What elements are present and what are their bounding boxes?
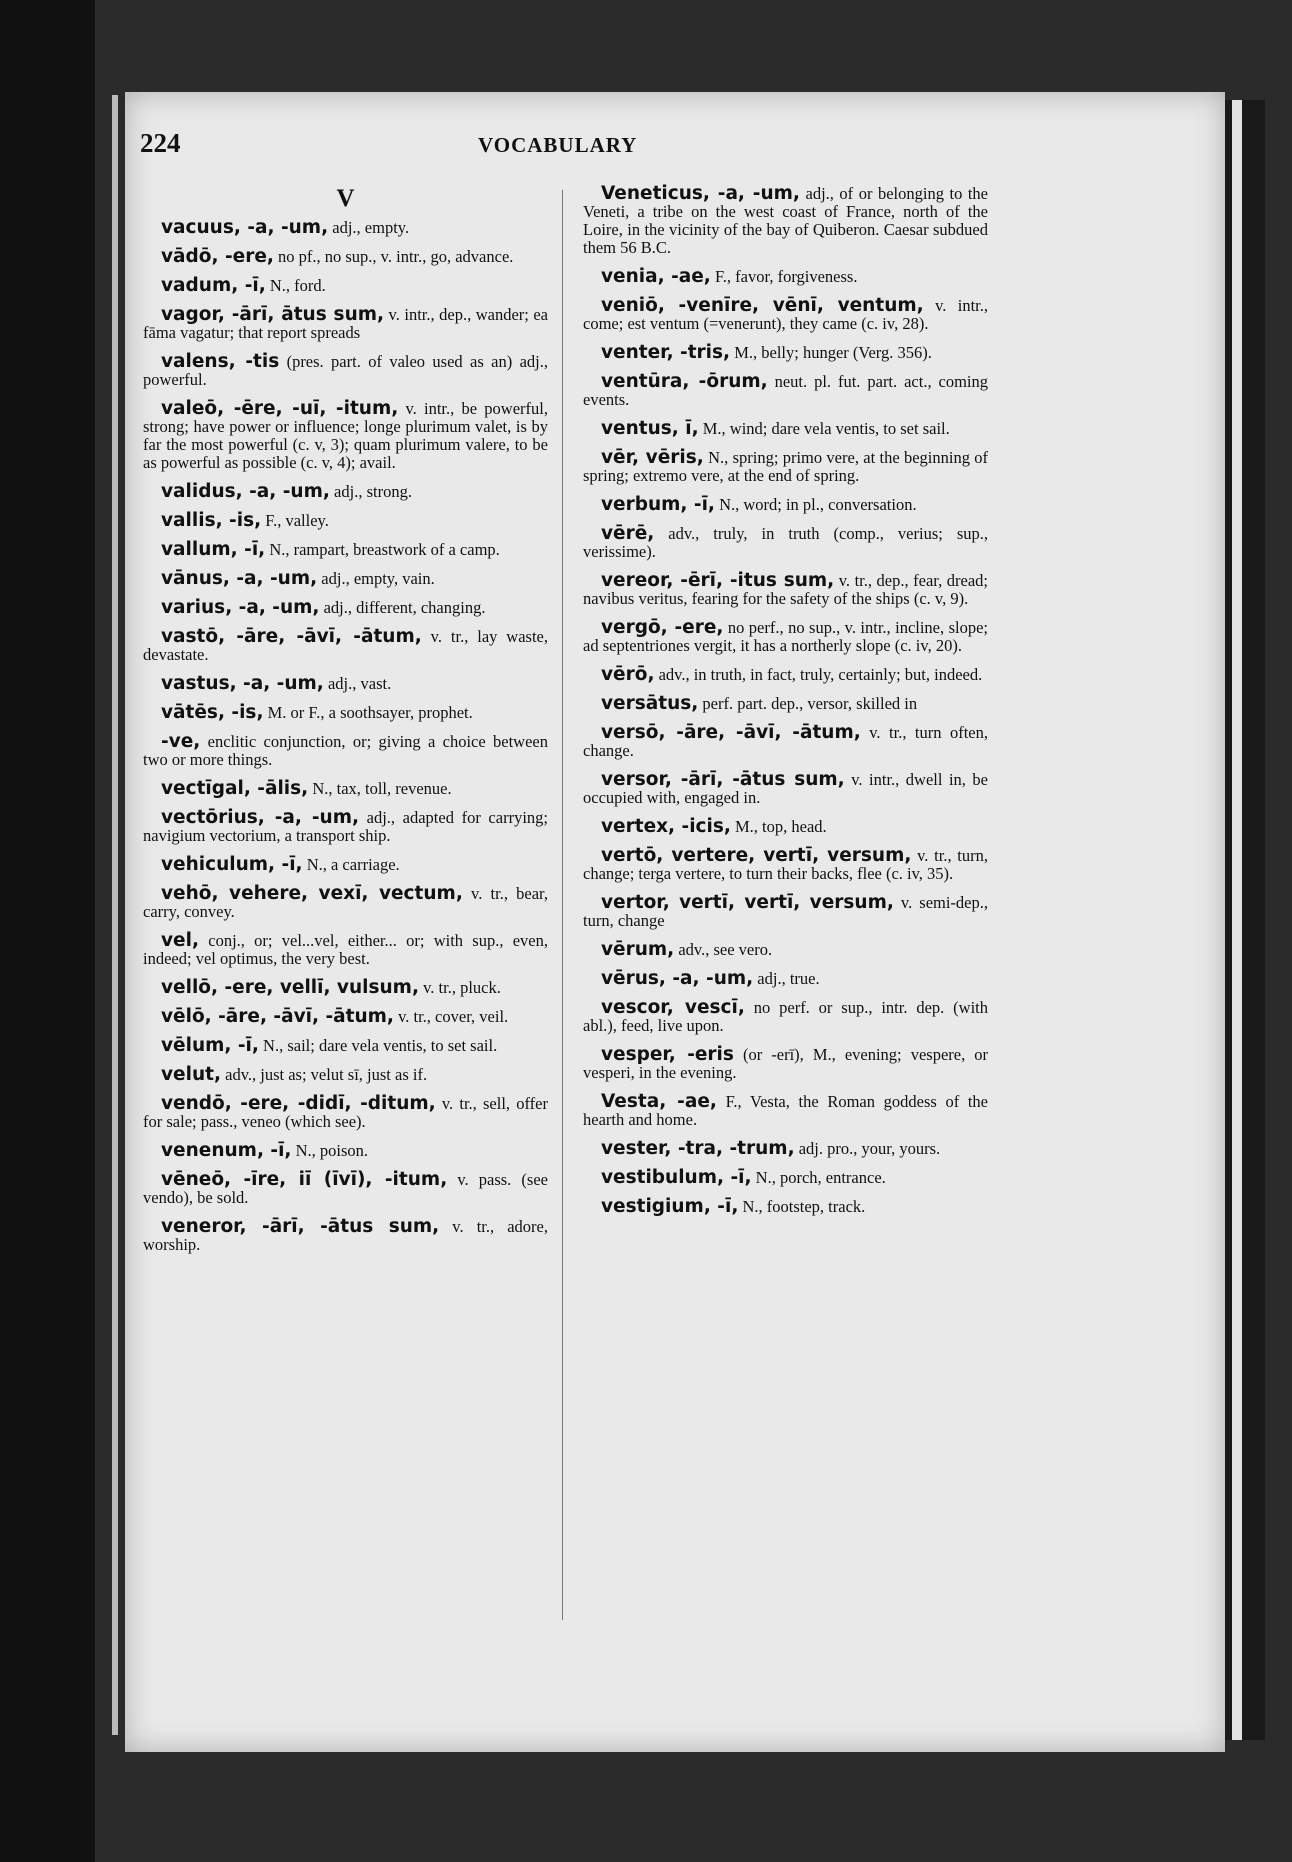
headword: vendō, -ere, -didī, -ditum, <box>161 1093 436 1114</box>
headword: vacuus, -a, -um, <box>161 217 329 238</box>
headword: verbum, -ī, <box>601 494 715 515</box>
vocabulary-entry <box>143 1008 548 1026</box>
definition: v. tr., bear, carry, convey. <box>143 884 548 921</box>
definition: no perf., no sup., v. intr., incline, slope; ad septentriones vergit, it has a northerly slope (c. iv, 20). <box>583 618 988 655</box>
headword: vērō, <box>601 664 655 685</box>
definition: adj., adapted for carrying; navigium vectorium, a transport ship. <box>143 808 548 845</box>
headword: vēr, vēris, <box>601 447 704 468</box>
vocabulary-entry <box>143 248 548 266</box>
headword: vallis, -is, <box>161 510 262 531</box>
headword: vectōrius, -a, -um, <box>161 807 360 828</box>
vocabulary-entry <box>583 268 988 286</box>
vocabulary-entry <box>143 733 548 769</box>
definition: adv., in truth, in fact, truly, certainly; but, indeed. <box>654 665 983 684</box>
headword: valens, -tis <box>161 351 280 372</box>
definition: N., poison. <box>291 1141 369 1160</box>
headword: vādō, -ere, <box>161 246 274 267</box>
vocabulary-entry <box>583 695 988 713</box>
definition: N., tax, toll, revenue. <box>308 779 452 798</box>
vocabulary-entry <box>583 941 988 959</box>
definition: v. semi-dep., turn, change <box>583 893 989 930</box>
vocabulary-entry <box>143 1171 548 1207</box>
definition: v. tr., dep., fear, dread; navibus veritus, fearing for the safety of the ships (c. v, 9). <box>583 571 988 608</box>
definition: adj., empty, vain. <box>317 569 435 588</box>
headword: venter, -tris, <box>601 342 731 363</box>
definition: adj., of or belonging to the Veneti, a tribe on the west coast of France, north of the Loire, in the vicinity of the bay of Quiberon. Caesar subdued them 56 B.C. <box>583 184 989 257</box>
headword: vertex, -icis, <box>601 816 731 837</box>
vocabulary-entry <box>583 1046 988 1082</box>
headword: -ve, <box>161 731 201 752</box>
vocabulary-entry <box>143 541 548 559</box>
headword: vastus, -a, -um, <box>161 673 324 694</box>
vocabulary-entry <box>583 496 988 514</box>
headword: versō, -āre, -āvī, -ātum, <box>601 722 861 743</box>
vocabulary-entry <box>583 297 988 333</box>
vocabulary-entry <box>583 970 988 988</box>
vocabulary-entry <box>583 1093 988 1129</box>
vocabulary-entry <box>143 856 548 874</box>
headword: vectīgal, -ālis, <box>161 778 309 799</box>
definition: v. tr., turn often, change. <box>583 723 989 760</box>
definition: v. tr., cover, veil. <box>393 1007 509 1026</box>
headword: vel, <box>161 930 199 951</box>
vocabulary-entry <box>583 847 988 883</box>
vocabulary-entry <box>143 979 548 997</box>
definition: v. intr., be powerful, strong; have power or influence; longe plurimum valet, is by far the most powerful (c. v, 3); quam plurimum valere, to be as powerful as possible (c. v, 4); avail. <box>143 399 548 472</box>
vocabulary-entry <box>583 894 988 930</box>
headword: vestibulum, -ī, <box>601 1167 752 1188</box>
definition: adj., true. <box>753 969 820 988</box>
vocabulary-entry <box>143 1218 548 1254</box>
vocabulary-entry <box>583 1198 988 1216</box>
headword: Veneticus, -a, -um, <box>601 183 800 204</box>
definition: N., spring; primo vere, at the beginning of spring; extremo vere, at the end of spring. <box>583 448 988 485</box>
headword: vester, -tra, -trum, <box>601 1138 795 1159</box>
definition: adj., vast. <box>323 674 392 693</box>
definition: v. tr., lay waste, devastate. <box>143 627 548 664</box>
vocabulary-entry <box>583 185 988 257</box>
vocabulary-entry <box>143 306 548 342</box>
definition: enclitic conjunction, or; giving a choice between two or more things. <box>143 732 548 769</box>
vocabulary-entry <box>143 1142 548 1160</box>
headword: vesper, -eris <box>601 1044 734 1065</box>
scan-edge-right <box>1225 100 1265 1740</box>
headword: vescor, vescī, <box>601 997 745 1018</box>
vocabulary-entry <box>143 1095 548 1131</box>
left-column <box>143 185 548 1265</box>
headword: vātēs, -is, <box>161 702 264 723</box>
headword: ventus, ī, <box>601 418 699 439</box>
definition: perf. part. dep., versor, skilled in <box>698 694 918 713</box>
vocabulary-entry <box>143 512 548 530</box>
definition: N., ford. <box>265 276 326 295</box>
definition: v. pass. (see vendo), be sold. <box>143 1170 548 1207</box>
vocabulary-entry <box>583 1140 988 1158</box>
vocabulary-entry <box>583 572 988 608</box>
next-page-leaf <box>1232 100 1242 1740</box>
vocabulary-entry <box>143 1066 548 1084</box>
headword: vehiculum, -ī, <box>161 854 303 875</box>
vocabulary-entry <box>583 344 988 362</box>
definition: (or -erī), M., evening; vespere, or vesperi, in the evening. <box>583 1045 989 1082</box>
vocabulary-entry <box>583 999 988 1035</box>
headword: vallum, -ī, <box>161 539 266 560</box>
headword: vagor, -ārī, ātus sum, <box>161 304 385 325</box>
definition: v. intr., come; est ventum (=venerunt), they came (c. iv, 28). <box>583 296 988 333</box>
definition: N., word; in pl., conversation. <box>714 495 917 514</box>
definition: v. intr., dep., wander; ea fāma vagatur; that report spreads <box>143 305 548 342</box>
definition: no pf., no sup., v. intr., go, advance. <box>273 247 514 266</box>
vocabulary-entry <box>143 675 548 693</box>
vocabulary-entry <box>583 771 988 807</box>
definition: N., sail; dare vela ventis, to set sail. <box>258 1036 498 1055</box>
headword: vastō, -āre, -āvī, -ātum, <box>161 626 422 647</box>
right-column <box>583 185 988 1227</box>
vocabulary-entry <box>143 599 548 617</box>
headword: vergō, -ere, <box>601 617 724 638</box>
vocabulary-entry <box>143 809 548 845</box>
definition: v. tr., turn, change; terga vertere, to turn their backs, flee (c. iv, 35). <box>583 846 988 883</box>
vocabulary-entry <box>583 818 988 836</box>
headword: vertō, vertere, vertī, versum, <box>601 845 912 866</box>
definition: neut. pl. fut. part. act., coming events. <box>583 372 988 409</box>
definition: N., porch, entrance. <box>751 1168 886 1187</box>
definition: adj. pro., your, yours. <box>794 1139 941 1158</box>
definition: conj., or; vel...vel, either... or; with sup., even, indeed; vel optimus, the very best. <box>143 931 548 968</box>
headword: vēlō, -āre, -āvī, -ātum, <box>161 1006 394 1027</box>
vocabulary-entry <box>583 373 988 409</box>
vocabulary-entry <box>143 277 548 295</box>
headword: vērus, -a, -um, <box>601 968 754 989</box>
vocabulary-entry <box>583 724 988 760</box>
vocabulary-entry <box>143 628 548 664</box>
definition: N., a carriage. <box>302 855 400 874</box>
headword: validus, -a, -um, <box>161 481 330 502</box>
headword: vertor, vertī, vertī, versum, <box>601 892 894 913</box>
vocabulary-entry <box>143 400 548 472</box>
headword: vērē, <box>601 523 655 544</box>
headword: velut, <box>161 1064 221 1085</box>
definition: v. tr., pluck. <box>419 978 501 997</box>
vocabulary-entry <box>583 619 988 655</box>
left-entry-list <box>143 219 548 1254</box>
headword: vehō, vehere, vexī, vectum, <box>161 883 463 904</box>
definition: (pres. part. of valeo used as an) adj., powerful. <box>143 352 548 389</box>
definition: no perf. or sup., intr. dep. (with abl.), feed, live upon. <box>583 998 988 1035</box>
headword: Vesta, -ae, <box>601 1091 717 1112</box>
headword: vēneō, -īre, iī (īvī), -itum, <box>161 1169 448 1190</box>
scan-edge-dark <box>0 0 95 1862</box>
headword: versor, -ārī, -ātus sum, <box>601 769 845 790</box>
definition: F., favor, forgiveness. <box>710 267 858 286</box>
headword: venia, -ae, <box>601 266 711 287</box>
headword: vēlum, -ī, <box>161 1035 259 1056</box>
definition: v. tr., adore, worship. <box>143 1217 548 1254</box>
headword: veneror, -ārī, -ātus sum, <box>161 1216 440 1237</box>
headword: vellō, -ere, vellī, vulsum, <box>161 977 419 998</box>
headword: vērum, <box>601 939 675 960</box>
vocabulary-entry <box>143 932 548 968</box>
definition: M., wind; dare vela ventis, to set sail. <box>698 419 950 438</box>
section-letter: V <box>336 185 355 212</box>
definition: v. intr., dwell in, be occupied with, engaged in. <box>583 770 988 807</box>
headword: venenum, -ī, <box>161 1140 292 1161</box>
definition: adv., truly, in truth (comp., verius; sup., verissime). <box>583 524 988 561</box>
vocabulary-entry <box>143 219 548 237</box>
vocabulary-entry <box>143 570 548 588</box>
definition: adv., just as; velut sī, just as if. <box>221 1065 428 1084</box>
definition: M., top, head. <box>730 817 827 836</box>
vocabulary-entry <box>143 780 548 798</box>
page-number: 224 <box>140 128 181 158</box>
vocabulary-entry <box>143 483 548 501</box>
vocabulary-entry <box>143 885 548 921</box>
definition: F., valley. <box>261 511 329 530</box>
definition: v. tr., sell, offer for sale; pass., veneo (which see). <box>143 1094 548 1131</box>
definition: adj., different, changing. <box>319 598 486 617</box>
vocabulary-entry <box>583 420 988 438</box>
vocabulary-entry <box>583 666 988 684</box>
vocabulary-entry <box>143 353 548 389</box>
headword: veniō, -venīre, vēnī, ventum, <box>601 295 924 316</box>
definition: adj., empty. <box>328 218 410 237</box>
definition: adj., strong. <box>329 482 412 501</box>
headword: vereor, -ērī, -itus sum, <box>601 570 835 591</box>
headword: vadum, -ī, <box>161 275 266 296</box>
vocabulary-entry <box>583 449 988 485</box>
vocabulary-entry <box>583 525 988 561</box>
vocabulary-entry <box>143 1037 548 1055</box>
headword: vānus, -a, -um, <box>161 568 318 589</box>
headword: ventūra, -ōrum, <box>601 371 768 392</box>
running-head: VOCABULARY <box>478 133 638 157</box>
vocabulary-entry <box>143 704 548 722</box>
definition: M., belly; hunger (Verg. 356). <box>730 343 932 362</box>
vocabulary-entry <box>583 1169 988 1187</box>
scan-edge-binding <box>112 95 118 1735</box>
headword: valeō, -ēre, -uī, -itum, <box>161 398 399 419</box>
headword: versātus, <box>601 693 699 714</box>
definition: N., footstep, track. <box>738 1197 866 1216</box>
headword: vestigium, -ī, <box>601 1196 739 1217</box>
column-divider <box>562 190 563 1620</box>
definition: F., Vesta, the Roman goddess of the hearth and home. <box>583 1092 988 1129</box>
headword: varius, -a, -um, <box>161 597 320 618</box>
definition: adv., see vero. <box>674 940 773 959</box>
definition: M. or F., a soothsayer, prophet. <box>263 703 473 722</box>
right-entry-list <box>583 185 988 1216</box>
definition: N., rampart, breastwork of a camp. <box>265 540 500 559</box>
